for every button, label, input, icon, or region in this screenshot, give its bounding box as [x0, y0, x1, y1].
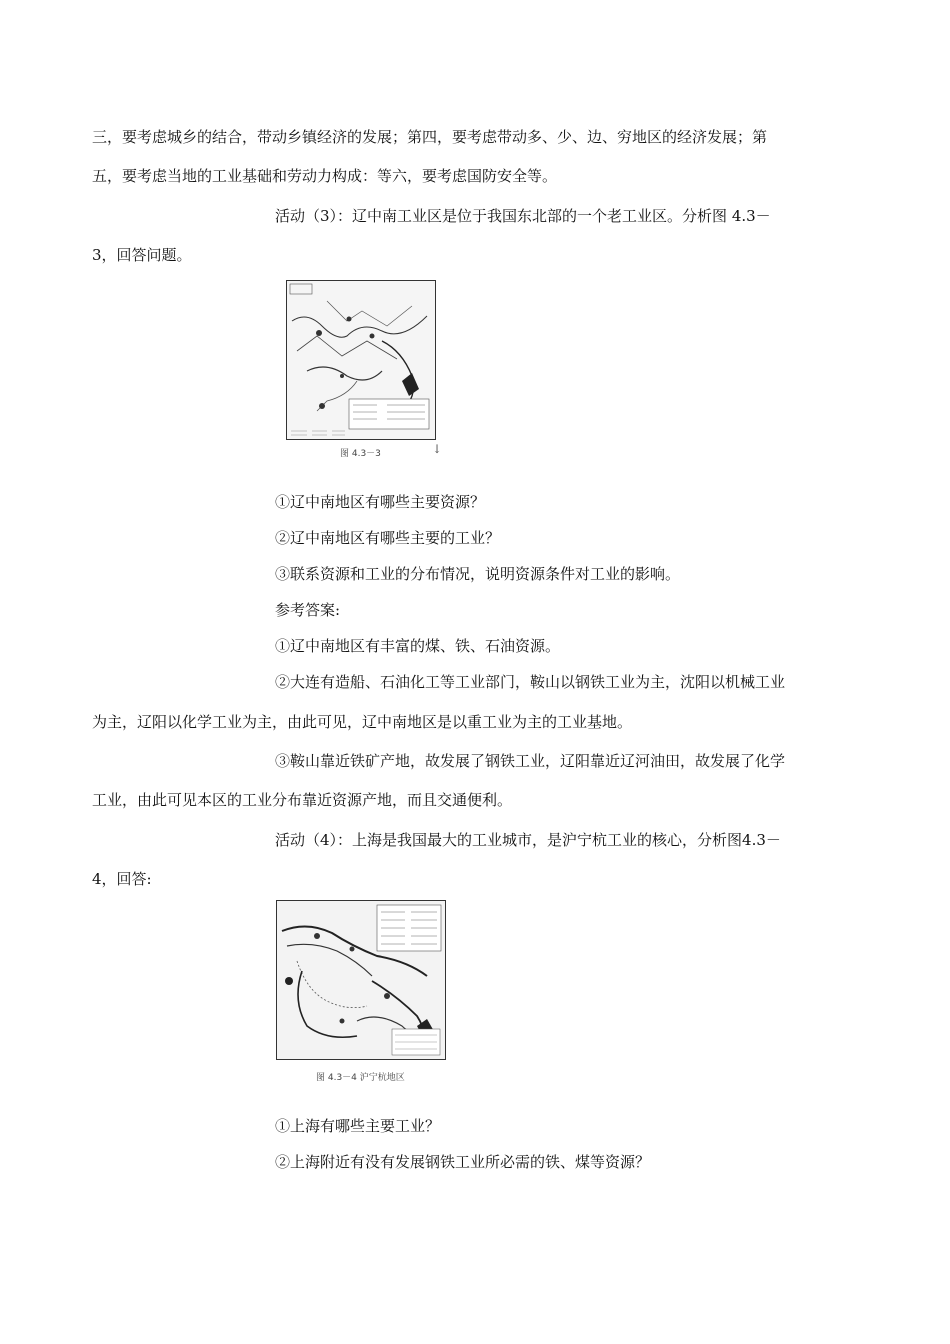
hu-ning-hang-map	[276, 900, 446, 1060]
liaozhongnan-map	[286, 280, 436, 440]
answer-3-1: ①辽中南地区有丰富的煤、铁、石油资源。	[275, 637, 561, 655]
question-4-1: ①上海有哪些主要工业？	[275, 1117, 441, 1135]
reference-answer-label: 参考答案:	[275, 601, 341, 619]
paragraph-line: 3，回答问题。	[92, 246, 192, 264]
map-drawing	[287, 281, 435, 439]
map-drawing	[277, 901, 445, 1059]
question-3-3: ③联系资源和工业的分布情况，说明资源条件对工业的影响。	[275, 565, 681, 583]
answer-3-3-cont: 工业，由此可见本区的工业分布靠近资源产地，而且交通便利。	[92, 791, 513, 809]
figure-4-3-3	[282, 280, 442, 458]
question-4-2: ②上海附近有没有发展钢铁工业所必需的铁、煤等资源？	[275, 1153, 651, 1171]
question-3-1: ①辽中南地区有哪些主要资源？	[275, 493, 486, 511]
answer-3-3: ③鞍山靠近铁矿产地，故发展了钢铁工业，辽阳靠近辽河油田，故发展了化学	[275, 752, 786, 770]
figure-caption: 图 4.3－4 沪宁杭地区	[316, 1073, 405, 1083]
figure-caption: 图 4.3－3	[340, 449, 381, 459]
answer-3-2: ②大连有造船、石油化工等工业部门，鞍山以钢铁工业为主，沈阳以机械工业	[275, 673, 786, 691]
activity-3-heading: 活动（3）：辽中南工业区是位于我国东北部的一个老工业区。分析图 4.3－	[275, 207, 771, 225]
figure-4-3-4	[276, 900, 448, 1088]
paragraph-line: 4，回答:	[92, 870, 152, 888]
paragraph-line: 三，要考虑城乡的结合，带动乡镇经济的发展；第四，要考虑带动多、少、边、穷地区的经济发展；第	[92, 128, 768, 146]
arrow-icon: ↓	[432, 442, 443, 456]
activity-4-heading: 活动（4）：上海是我国最大的工业城市，是沪宁杭工业的核心，分析图4.3－	[275, 831, 781, 849]
paragraph-line: 五，要考虑当地的工业基础和劳动力构成：等六，要考虑国防安全等。	[92, 167, 558, 185]
answer-3-2-cont: 为主，辽阳以化学工业为主，由此可见，辽中南地区是以重工业为主的工业基地。	[92, 713, 633, 731]
question-3-2: ②辽中南地区有哪些主要的工业？	[275, 529, 501, 547]
